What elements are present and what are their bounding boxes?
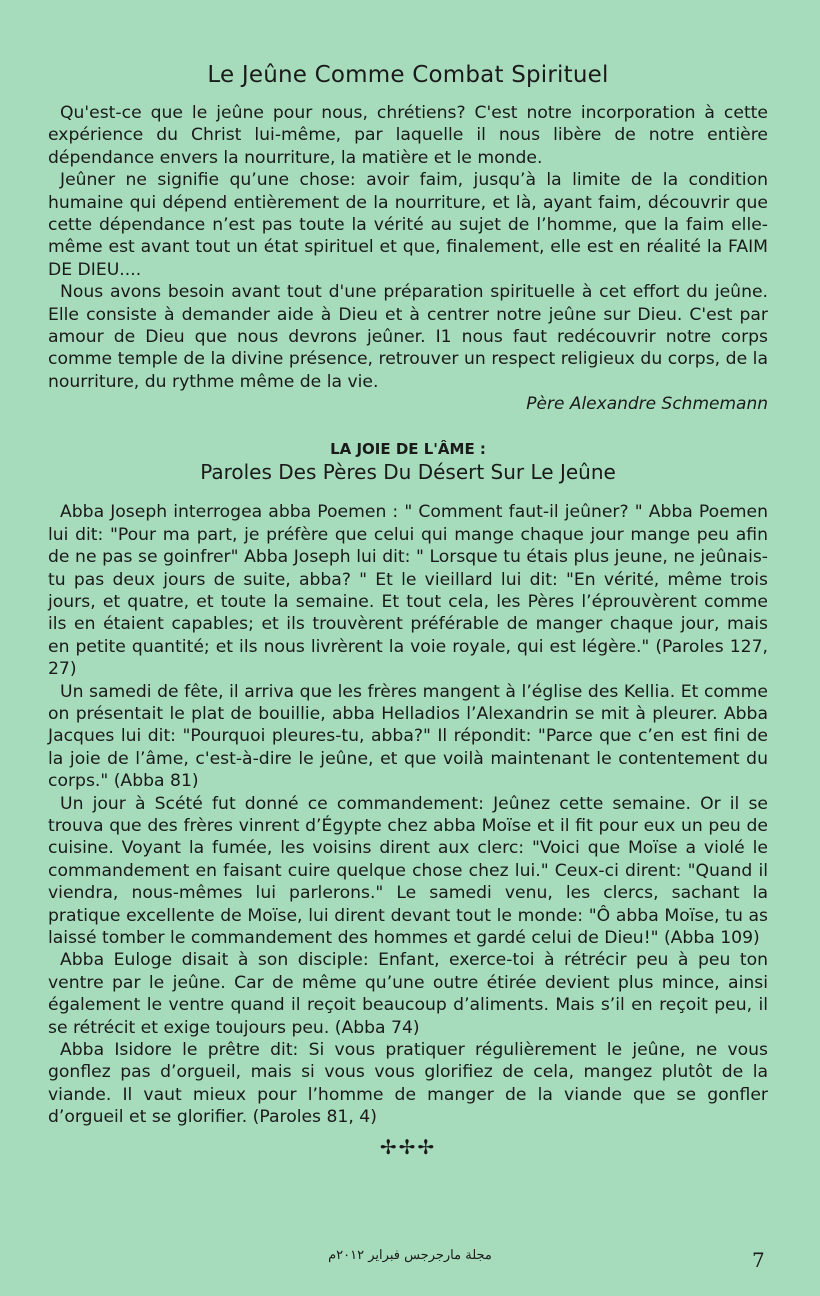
page-number: 7	[752, 1248, 765, 1272]
cross-ornament-icon: ✢✢✢	[379, 1134, 437, 1159]
paragraph: Jeûner ne signifie qu’une chose: avoir faim, jusqu’à la limite de la condition humaine qui dépend entièrement de la nourriture, et là, ayant faim, découvrir que cette dépendance n’est pas toute la vérité au sujet de l’homme, que la faim elle-même est avant tout un état spirituel et que, finalement, elle est en réalité la FAIM DE DIEU....	[48, 170, 768, 280]
paragraph: Un jour à Scété fut donné ce commandement: Jeûnez cette semaine. Or il se trouva que des frères vinrent d’Égypte chez abba Moïse et il fit pour eux un peu de cuisine. Voyant la fumée, les voisins dirent aux clerc: "Voici que Moïse a violé le commandement en faisant cuire quelque chose chez lui." Ceux-ci dirent: "Quand il viendra, nous-mêmes lui parlerons." Le samedi venu, les clercs, sachant la pratique excellente de Moïse, lui dirent devant tout le monde: "Ô abba Moïse, tu as laissé tomber le commandement des hommes et gardé celui de Dieu!" (Abba 109)	[48, 793, 768, 948]
section-heading: LA JOIE DE L'ÂME :	[330, 440, 486, 459]
paragraph: Abba Joseph interrogea abba Poemen : " Comment faut-il jeûner? " Abba Poemen lui dit: "Pour ma part, je préfère que celui qui mange chaque jour mange peu afin de ne pas se goinfrer" Abba Joseph lui dit: " Lorsque tu étais plus jeune, ne jeûnais-tu pas deux jours de suite, abba? " Et le vieillard lui dit: "En vérité, même trois jours, et quatre, et toute la semaine. Et tout cela, les Pères l’éprouvèrent comme ils en étaient capables; et ils trouvèrent préférable de manger chaque jour, mais en petite quantité; et ils nous livrèrent la voie royale, qui est légère." (Paroles 127, 27)	[48, 502, 768, 680]
paragraph: Un samedi de fête, il arriva que les frères mangent à l’église des Kellia. Et comme on présentait le plat de bouillie, abba Helladios l’Alexandrin se mit à pleurer. Abba Jacques lui dit: "Pourquoi pleures-tu, abba?" Il répondit: "Parce que c’en est fini de la joie de l’âme, c'est-à-dire le jeûne, et que voilà maintenant le contentement du corps." (Abba 81)	[48, 681, 768, 792]
paragraph: Abba Euloge disait à son disciple: Enfant, exerce-toi à rétrécir peu à peu ton ventre par le jeûne. Car de même qu’une outre étirée devient plus mince, ainsi également le ventre quand il reçoit beaucoup d’aliments. Mais s’il en reçoit peu, il se rétrécit et exige toujours peu. (Abba 74)	[48, 950, 768, 1038]
article-title: Le Jeûne Comme Combat Spirituel	[207, 62, 609, 88]
paragraph: Nous avons besoin avant tout d'une préparation spirituelle à cet effort du jeûne. Elle consiste à demander aide à Dieu et à centrer notre jeûne sur Dieu. C'est par amour de Dieu que nous devrons jeûner. I1 nous faut redécouvrir notre corps comme temple de la divine présence, retrouver un respect religieux du corps, de la nourriture, du rythme même de la vie.	[48, 282, 768, 392]
paragraph: Qu'est-ce que le jeûne pour nous, chrétiens? C'est notre incorporation à cette expérience du Christ lui-même, par laquelle il nous libère de notre entière dépendance envers la nourriture, la matière et le monde.	[48, 103, 768, 168]
page-content	[48, 62, 768, 1159]
author-signature: Père Alexandre Schmemann	[526, 394, 768, 415]
section-title: Paroles Des Pères Du Désert Sur Le Jeûne	[200, 460, 616, 485]
paragraph: Abba Isidore le prêtre dit: Si vous pratiquer régulièrement le jeûne, ne vous gonflez pas d’orgueil, mais si vous vous glorifiez de cela, mangez plutôt de la viande. Il vaut mieux pour l’homme de manger de la viande que se gonfler d’orgueil et se glorifier. (Paroles 81, 4)	[48, 1040, 768, 1128]
magazine-footer: مجلة مارجرجس فبراير ٢٠١٢م	[328, 1248, 492, 1263]
